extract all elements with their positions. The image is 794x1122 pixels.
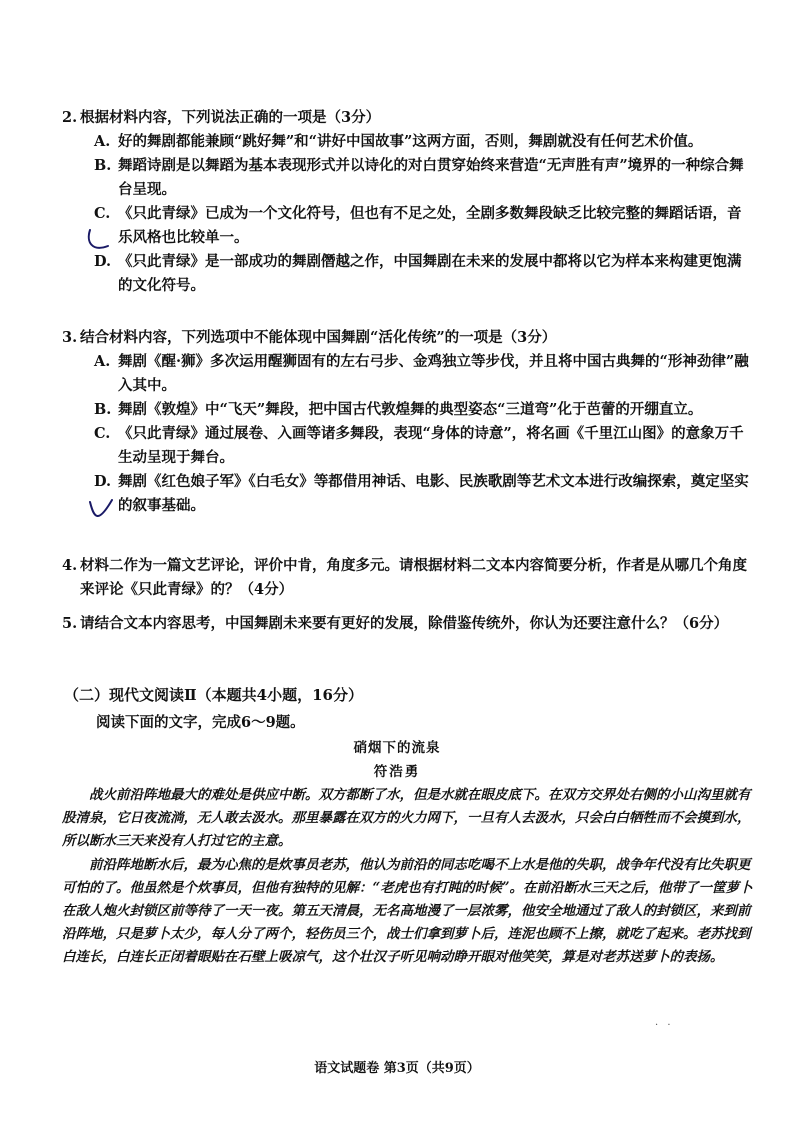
scan-speckle: · ·: [655, 1020, 674, 1031]
option-text: 好的舞剧都能兼顾“跳好舞”和“讲好中国故事”这两方面，否则，舞剧就没有任何艺术价值。: [118, 133, 703, 150]
option-c: [94, 422, 754, 470]
option-text: 《只此青绿》已成为一个文化符号，但也有不足之处，全剧多数舞段缺乏比较完整的舞蹈话语，音乐风格也比较单一。: [118, 205, 742, 246]
option-text: 《只此青绿》通过展卷、入画等诸多舞段，表现“身体的诗意”，将名画《千里江山图》的意象万千生动呈现于舞台。: [118, 425, 744, 466]
question-stem: 请结合文本内容思考，中国舞剧未来要有更好的发展，除借鉴传统外，你认为还要注意什么？（6分）: [80, 615, 729, 632]
question-2: [62, 106, 754, 298]
option-a: [94, 350, 754, 398]
option-letter: B.: [94, 157, 112, 174]
option-text: 舞剧《醒·狮》多次运用醒狮固有的左右弓步、金鸡独立等步伐，并且将中国古典舞的“形神劲律”融入其中。: [118, 353, 749, 394]
option-letter: C.: [94, 425, 111, 442]
question-stem: 材料二作为一篇文艺评论，评价中肯，角度多元。请根据材料二文本内容简要分析，作者是从哪几个角度来评论《只此青绿》的？（4分）: [80, 557, 747, 598]
question-5: [62, 612, 754, 636]
question-4: [62, 554, 754, 602]
option-text: 舞剧《红色娘子军》《白毛女》等都借用神话、电影、民族歌剧等艺术文本进行改编探索，奠定坚实的叙事基础。: [118, 473, 749, 514]
handwritten-check-mark-icon: [84, 222, 114, 258]
question-3: [62, 326, 754, 518]
article-paragraph: 前沿阵地断水后，最为心焦的是炊事员老苏，他认为前沿的同志吃喝不上水是他的失职，战争年代没有比失职更可怕的了。他虽然是个炊事员，但他有独特的见解：“老虎也有打盹的时候”。在前沿断水三天之后，他带了一筐萝卜在敌人炮火封锁区前等待了一天一夜。第五天清晨，无名高地漫了一层浓雾，他安全地通过了敌人的封锁区，来到前沿阵地，只是萝卜太少，每人分了两个，轻伤员三个，战士们拿到萝卜后，连泥也顾不上擦，就吃了起来。老苏找到白连长，白连长正闭着眼贴在石壁上吸凉气，这个壮汉子听见响动睁开眼对他笑笑，算是对老苏送萝卜的表扬。: [62, 857, 753, 965]
question-number: 4.: [62, 557, 78, 574]
question-stem: 结合材料内容，下列选项中不能体现中国舞剧“活化传统”的一项是（3分）: [80, 329, 557, 346]
question-number: 2.: [62, 109, 78, 126]
article-title: 硝烟下的流泉: [353, 740, 441, 756]
option-text: 舞蹈诗剧是以舞蹈为基本表现形式并以诗化的对白贯穿始终来营造“无声胜有声”境界的一种综合舞台呈现。: [118, 157, 744, 198]
option-d: [94, 470, 754, 518]
option-letter: D.: [94, 253, 112, 270]
option-letter: C.: [94, 205, 111, 222]
option-text: 舞剧《敦煌》中“飞天”舞段，把中国古代敦煌舞的典型姿态“三道弯”化于芭蕾的开绷直立。: [118, 401, 703, 418]
option-text: 《只此青绿》是一部成功的舞剧僭越之作，中国舞剧在未来的发展中都将以它为样本来构建更饱满的文化符号。: [118, 253, 742, 294]
option-d: [94, 250, 754, 298]
option-letter: A.: [94, 133, 111, 150]
question-number: 3.: [62, 329, 78, 346]
question-stem: 根据材料内容，下列说法正确的一项是（3分）: [80, 109, 381, 126]
section-instruction: 阅读下面的文字，完成6～9题。: [96, 714, 305, 731]
option-letter: D.: [94, 473, 112, 490]
section-title: （二）现代文阅读Ⅱ（本题共4小题，16分）: [64, 686, 363, 704]
option-letter: B.: [94, 401, 112, 418]
question-number: 5.: [62, 615, 78, 632]
page-footer: 语文试题卷 第3页（共9页）: [314, 1061, 480, 1076]
option-b: [94, 154, 754, 202]
option-a: [94, 130, 754, 154]
option-letter: A.: [94, 353, 111, 370]
article-paragraph: 战火前沿阵地最大的难处是供应中断。双方都断了水，但是水就在眼皮底下。在双方交界处右侧的小山沟里就有股清泉，它日夜流淌，无人敢去汲水。那里暴露在双方的火力网下，一旦有人去汲水，只会白白牺牲而不会摸到水，所以断水三天来没有人打过它的主意。: [62, 787, 751, 849]
option-b: [94, 398, 754, 422]
handwritten-check-mark-icon: [86, 494, 116, 528]
option-c: [94, 202, 754, 250]
article-author: 符浩勇: [373, 764, 421, 780]
